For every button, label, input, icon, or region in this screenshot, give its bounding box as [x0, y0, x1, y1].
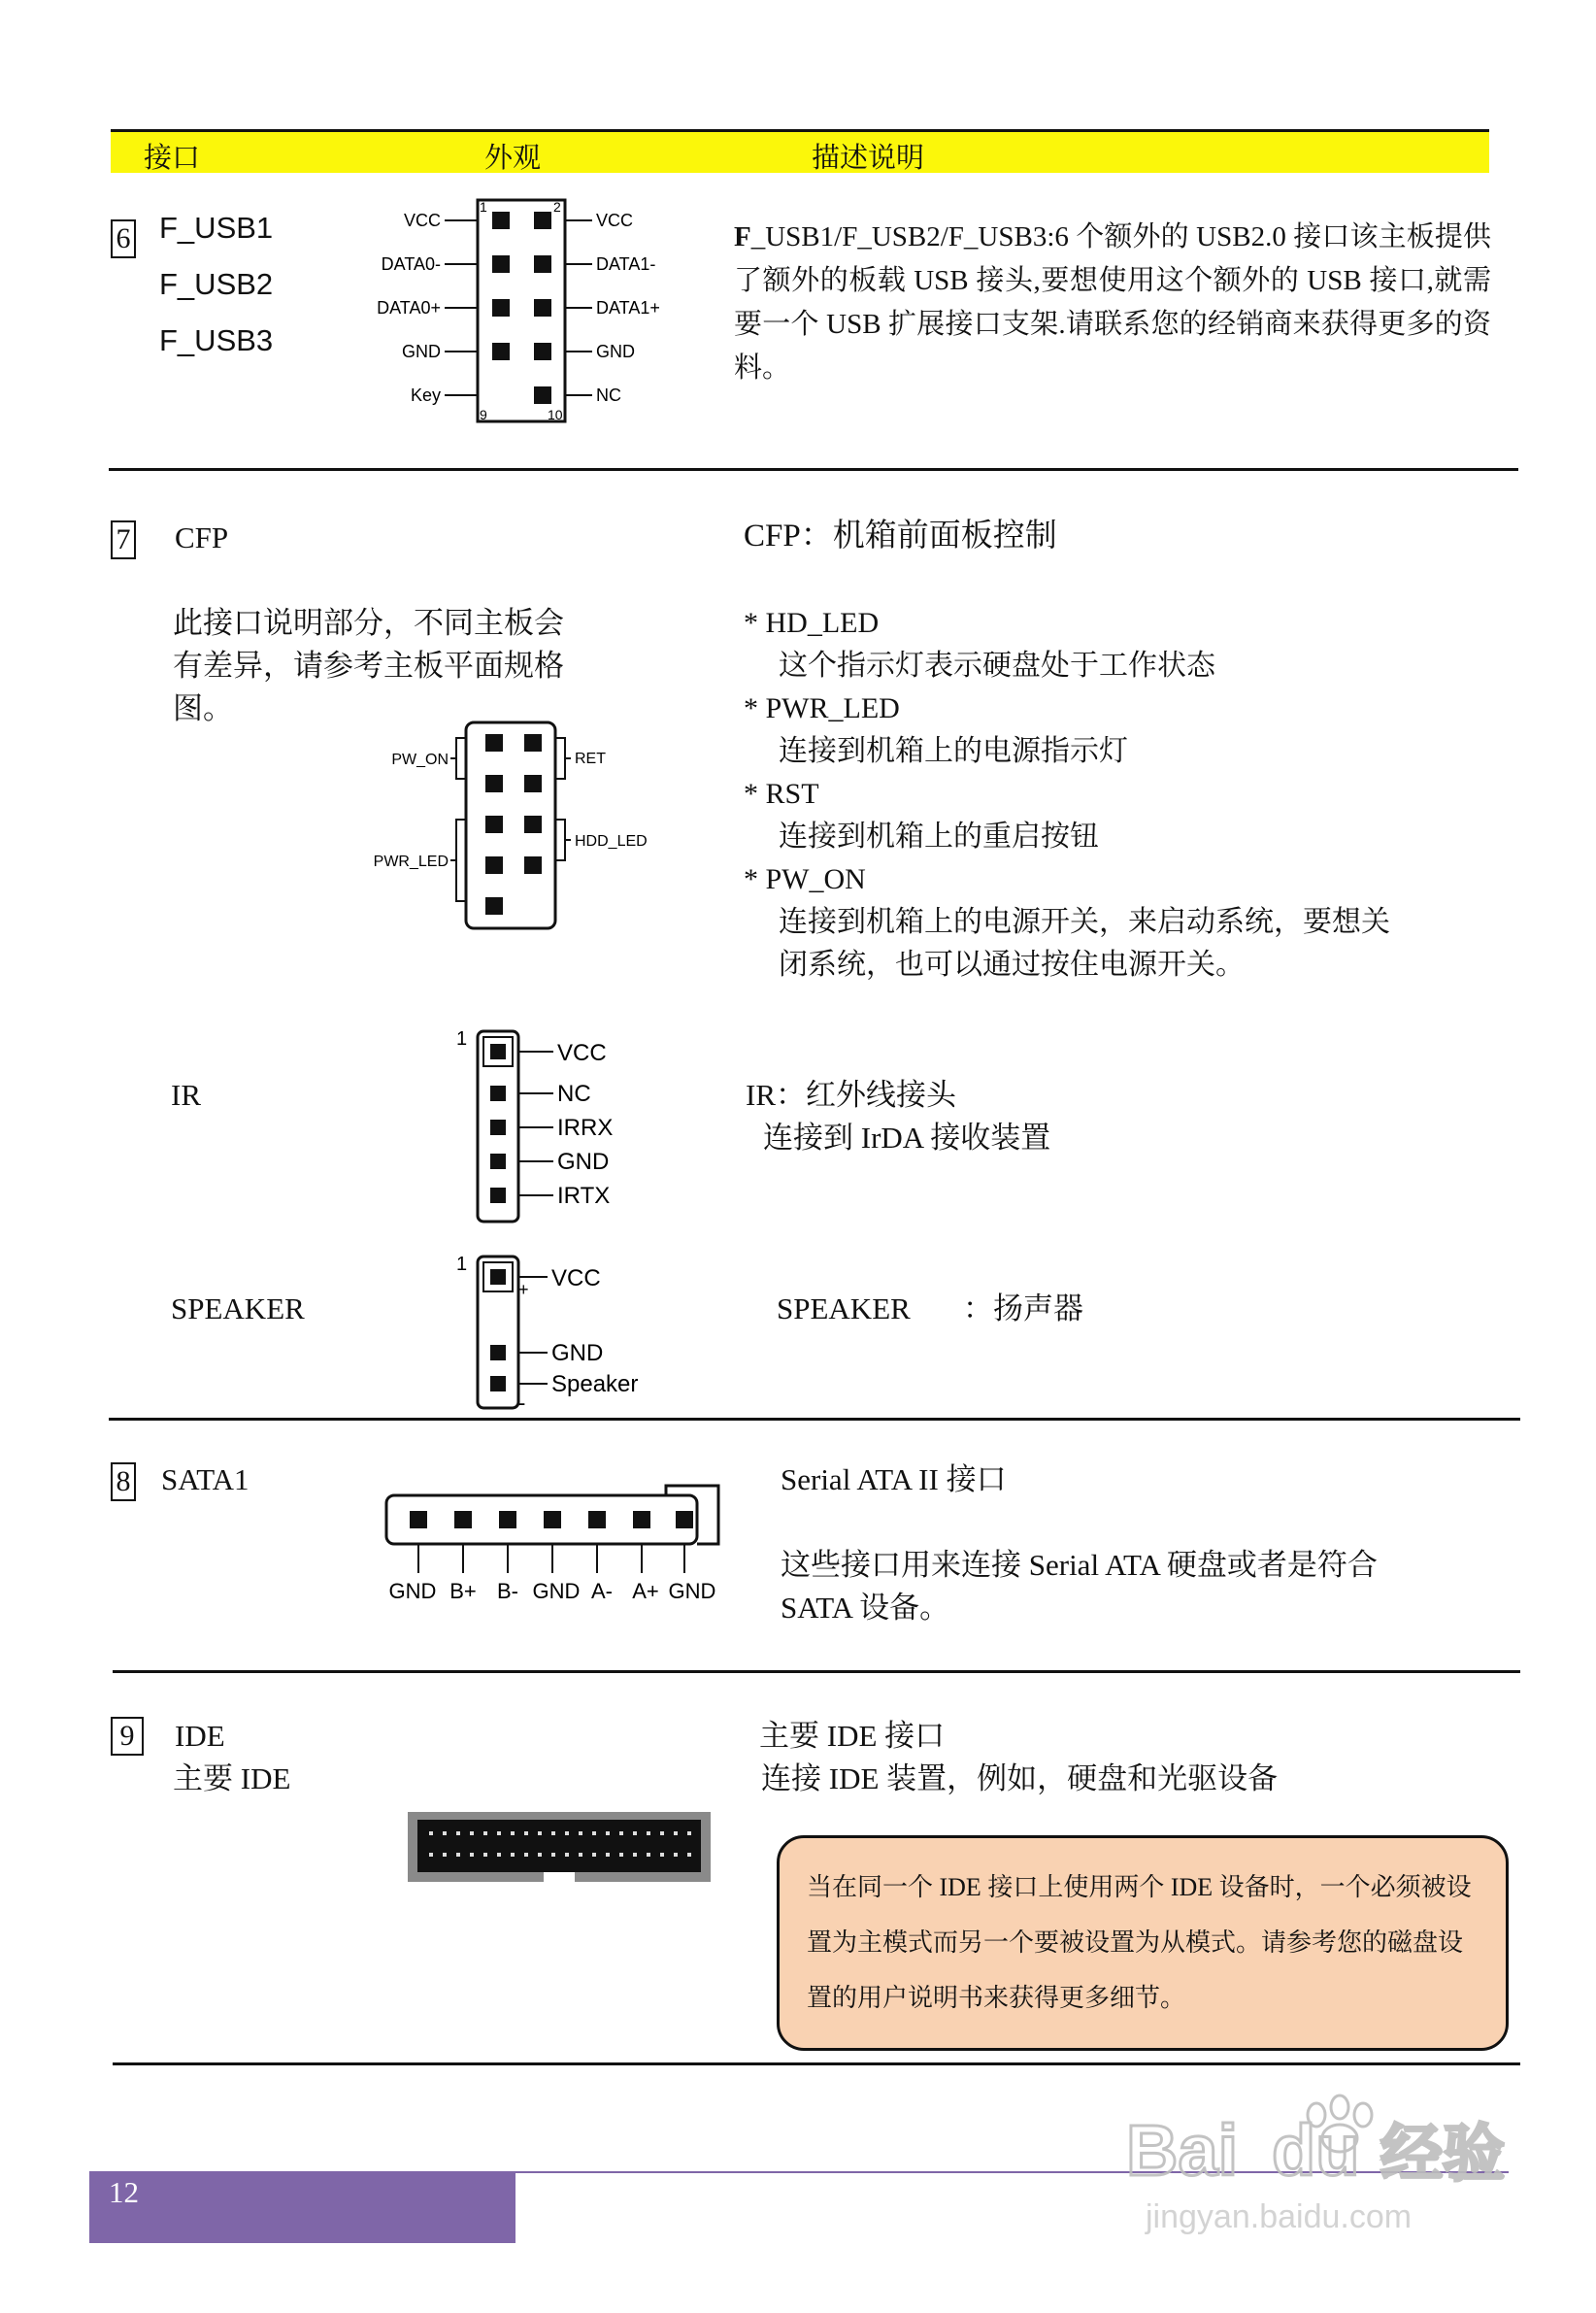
divider — [109, 1418, 1520, 1421]
header-col-description: 描述说明 — [812, 141, 925, 174]
usb-names — [159, 200, 273, 369]
section-number-6: 6 — [111, 219, 136, 258]
ide-title: 主要 IDE 接口 — [759, 1719, 946, 1753]
speaker-desc: ：扬声器 — [963, 1291, 1083, 1325]
sata-pin-label: GND — [388, 1579, 437, 1603]
cfp-pin-label: RET — [575, 751, 606, 767]
ide-connector-diagram — [408, 1812, 711, 1882]
usb-name: F_USB1 — [159, 211, 274, 245]
cfp-name: CFP — [175, 520, 229, 554]
divider — [113, 2062, 1520, 2065]
header-col-interface: 接口 — [144, 141, 201, 174]
speaker-pin-label: GND — [551, 1340, 604, 1366]
ir-pin-label: GND — [557, 1149, 610, 1175]
section-number-7: 7 — [111, 520, 136, 559]
ir-name: IR — [171, 1078, 201, 1112]
ide-sub: 主要 IDE — [173, 1761, 291, 1795]
speaker-name: SPEAKER — [171, 1291, 305, 1325]
ir-pin-label: VCC — [557, 1040, 607, 1066]
section-number-9: 9 — [111, 1717, 144, 1756]
usb-pin-label: DATA1+ — [596, 298, 660, 318]
header-col-appearance: 外观 — [484, 141, 542, 174]
watermark-du: du — [1272, 2110, 1360, 2191]
baidu-watermark — [1126, 2086, 1534, 2241]
ir-title: IR：红外线接头 — [746, 1078, 956, 1112]
sata-pin-label: B+ — [449, 1579, 477, 1603]
usb-pin-label: DATA0- — [381, 254, 441, 274]
cfp-item-label: * HD_LED — [744, 607, 880, 639]
usb-desc-bold: F — [734, 221, 751, 252]
pin-number: 2 — [553, 199, 561, 215]
watermark-cn: 经验 — [1380, 2119, 1505, 2189]
cfp-note: 此接口说明部分，不同主板会有差异，请参考主板平面规格图。 — [173, 606, 564, 725]
page-number: 12 — [109, 2175, 139, 2209]
usb-pin-label: GND — [402, 342, 441, 361]
usb-desc-text: _USB1/F_USB2/F_USB3:6 个额外的 USB2.0 接口该主板提供了额外的板载 USB 接头,要想使用这个额外的 USB 接口,就需要一个 USB 扩展接口支架.请联系您的经销商来获得更多的资料。 — [734, 221, 1491, 384]
pin-number: 10 — [548, 407, 563, 422]
usb-header-diagram — [359, 190, 689, 433]
cfp-title: CFP：机箱前面板控制 — [744, 519, 1057, 553]
pin-number: 1 — [480, 199, 487, 215]
cfp-item-label: * RST — [744, 778, 819, 810]
cfp-item-label: * PW_ON — [744, 863, 866, 895]
sata-title: Serial ATA II 接口 — [781, 1462, 1007, 1496]
ir-desc: 连接到 IrDA 接收装置 — [763, 1121, 1051, 1155]
sata-name: SATA1 — [161, 1462, 249, 1496]
speaker-plus: + — [518, 1280, 529, 1299]
cfp-pin-label: PWR_LED — [373, 854, 449, 870]
sata-pin-label: A- — [591, 1579, 613, 1603]
usb-pin-label: Key — [410, 386, 441, 405]
usb-name: F_USB2 — [159, 267, 274, 301]
speaker-header-diagram — [452, 1247, 676, 1412]
sata-pin-label: A+ — [632, 1579, 659, 1603]
cfp-pin-label: HDD_LED — [575, 833, 648, 850]
usb-name: F_USB3 — [159, 323, 274, 357]
cfp-item-desc: 这个指示灯表示硬盘处于工作状态 — [779, 650, 1215, 682]
sata-connector-diagram — [379, 1484, 728, 1610]
speaker-pin-label: VCC — [551, 1265, 601, 1291]
sata-pin-label: B- — [497, 1579, 518, 1603]
usb-pin-label: NC — [596, 386, 621, 405]
section-number-8: 8 — [111, 1462, 136, 1501]
sata-pin-label: GND — [532, 1579, 581, 1603]
cfp-pin-label: PW_ON — [391, 752, 449, 768]
cfp-header-diagram — [359, 715, 680, 934]
ide-desc: 连接 IDE 装置，例如，硬盘和光驱设备 — [761, 1761, 1279, 1795]
pin-number: 1 — [456, 1254, 468, 1275]
cfp-item-desc: 连接到机箱上的电源指示灯 — [779, 735, 1128, 767]
pin-number: 1 — [456, 1028, 468, 1050]
watermark-url: jingyan.baidu.com — [1146, 2198, 1413, 2235]
usb-description — [734, 216, 1491, 390]
divider — [109, 468, 1518, 471]
sata-pin-label: GND — [668, 1579, 716, 1603]
ide-name: IDE — [175, 1719, 225, 1753]
ir-header-diagram — [452, 1022, 647, 1225]
table-header — [111, 129, 1489, 173]
watermark-brand: Bai — [1126, 2110, 1239, 2191]
usb-pin-label: VCC — [596, 211, 634, 230]
usb-pin-label: VCC — [403, 211, 441, 230]
ir-pin-label: IRRX — [557, 1115, 614, 1141]
ide-note-box: 当在同一个 IDE 接口上使用两个 IDE 设备时，一个必须被设置为主模式而另一个要被设置为从模式。请参考您的磁盘设置的用户说明书来获得更多细节。 — [777, 1835, 1509, 2051]
cfp-item-desc: 连接到机箱上的电源开关，来启动系统，要想关闭系统，也可以通过按住电源开关。 — [779, 906, 1390, 981]
divider — [113, 1670, 1520, 1673]
cfp-item-label: * PWR_LED — [744, 692, 900, 724]
ir-pin-label: NC — [557, 1081, 591, 1107]
footer-bar — [89, 2171, 515, 2243]
speaker-desc-name: SPEAKER — [777, 1291, 911, 1325]
cfp-items — [744, 602, 1443, 987]
usb-pin-label: DATA0+ — [377, 298, 441, 318]
speaker-minus: - — [518, 1391, 526, 1412]
sata-desc: 这些接口用来连接 Serial ATA 硬盘或者是符合 SATA 设备。 — [781, 1548, 1378, 1625]
pin-number: 9 — [480, 407, 487, 422]
speaker-pin-label: Speaker — [551, 1371, 639, 1397]
usb-pin-label: GND — [596, 342, 635, 361]
ir-pin-label: IRTX — [557, 1183, 611, 1209]
usb-pin-label: DATA1- — [596, 254, 656, 274]
cfp-item-desc: 连接到机箱上的重启按钮 — [779, 821, 1099, 853]
